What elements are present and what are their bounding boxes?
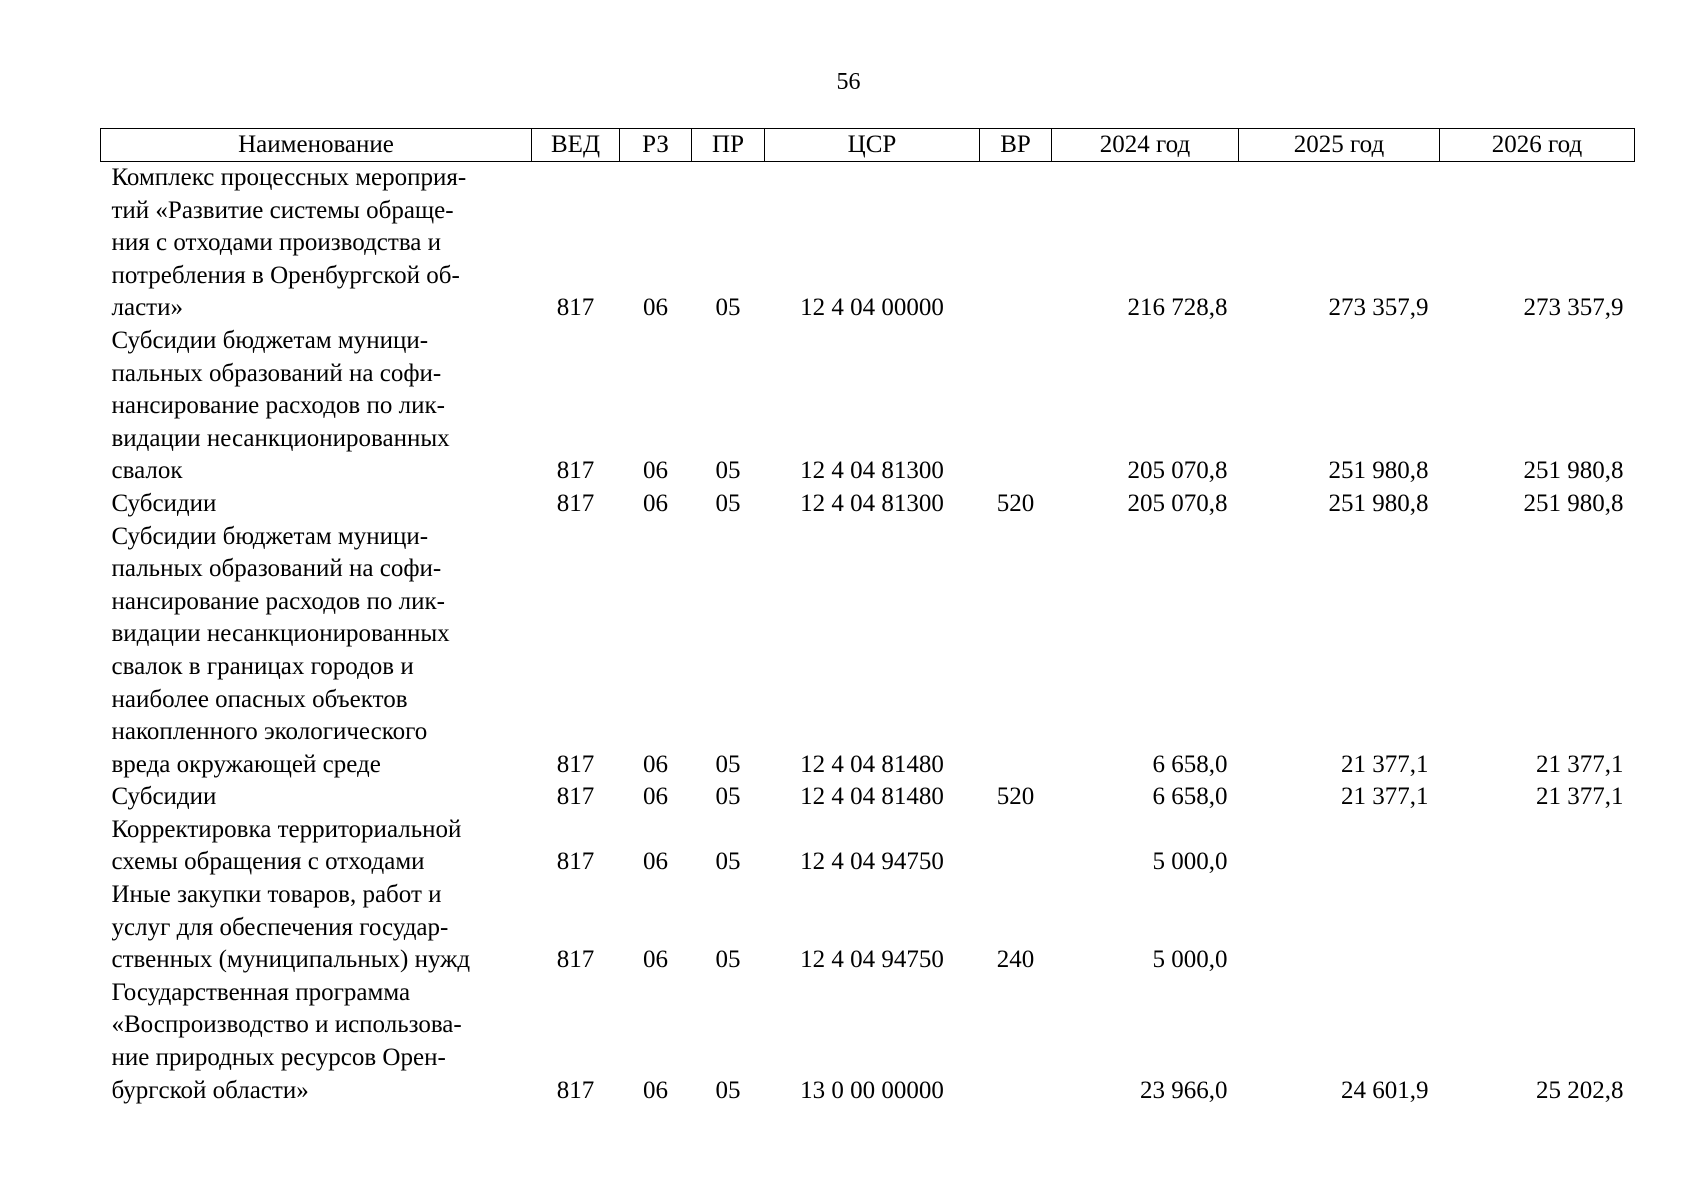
cell-2024: 23 966,0 (1140, 1076, 1228, 1104)
cell-vr (980, 521, 1052, 782)
cell-rz: 06 (643, 489, 668, 517)
cell-pr: 05 (715, 457, 741, 485)
name-line: наиболее опасных объектов (111, 685, 408, 713)
name-line: услуг для обеспечения государ- (111, 913, 449, 941)
name-line: свалок в границах городов и (111, 652, 414, 680)
cell-vr: 240 (996, 946, 1035, 974)
cell-csr: 12 4 04 94750 (800, 848, 944, 876)
name-line: нансирование расходов по лик- (111, 392, 445, 420)
cell-2025: 251 980,8 (1328, 489, 1429, 517)
cell-2026: 273 357,9 (1523, 294, 1624, 322)
cell-ved: 817 (556, 489, 595, 517)
cell-2025: 21 377,1 (1341, 750, 1429, 778)
cell-pr: 05 (715, 750, 741, 778)
cell-2026: 21 377,1 (1536, 783, 1624, 811)
name-line: схемы обращения с отходами (111, 848, 425, 876)
cell-name (101, 488, 532, 521)
cell-rz: 06 (643, 783, 668, 811)
cell-csr: 12 4 04 81480 (800, 750, 944, 778)
header-vr: ВР (980, 129, 1052, 162)
cell-rz: 06 (643, 848, 668, 876)
cell-csr: 13 0 00 00000 (800, 1076, 944, 1104)
cell-ved: 817 (556, 457, 595, 485)
cell-name (101, 162, 532, 325)
table-row (101, 879, 1635, 977)
cell-rz: 06 (643, 750, 668, 778)
cell-2024: 6 658,0 (1152, 750, 1228, 778)
name-line: видации несанкционированных (111, 620, 450, 648)
cell-2024: 5 000,0 (1152, 946, 1228, 974)
cell-2025: 21 377,1 (1341, 783, 1429, 811)
cell-2025: 251 980,8 (1328, 457, 1429, 485)
cell-2024: 6 658,0 (1152, 783, 1228, 811)
cell-csr: 12 4 04 81300 (800, 457, 944, 485)
name-line: «Воспроизводство и использова- (111, 1011, 462, 1039)
table-row (101, 162, 1635, 325)
header-2024: 2024 год (1052, 129, 1239, 162)
cell-2026 (1440, 879, 1635, 977)
name-line: ственных (муниципальных) нужд (111, 946, 471, 974)
name-line: накопленного экологического (111, 718, 428, 746)
header-csr: ЦСР (765, 129, 980, 162)
name-line: Субсидии (111, 783, 217, 811)
cell-2024: 216 728,8 (1127, 294, 1228, 322)
cell-ved: 817 (556, 946, 595, 974)
header-2026: 2026 год (1440, 129, 1635, 162)
cell-csr: 12 4 04 81480 (800, 783, 944, 811)
name-line: пальных образований на софи- (111, 555, 442, 583)
name-line: Субсидии (111, 489, 217, 517)
cell-vr (980, 325, 1052, 488)
cell-name (101, 814, 532, 879)
cell-ved: 817 (556, 750, 595, 778)
cell-name (101, 977, 532, 1107)
cell-2024: 205 070,8 (1127, 489, 1228, 517)
name-line: Субсидии бюджетам муници- (111, 522, 429, 550)
cell-vr: 520 (996, 489, 1035, 517)
cell-pr: 05 (715, 783, 741, 811)
budget-table (100, 128, 1635, 1107)
cell-vr (980, 814, 1052, 879)
cell-ved: 817 (556, 294, 595, 322)
name-line: Иные закупки товаров, работ и (111, 881, 442, 909)
cell-rz: 06 (643, 457, 668, 485)
table-row (101, 488, 1635, 521)
table-row (101, 814, 1635, 879)
cell-2024: 5 000,0 (1152, 848, 1228, 876)
cell-pr: 05 (715, 1076, 741, 1104)
name-line: тий «Развитие системы обраще- (111, 196, 454, 224)
header-2025: 2025 год (1239, 129, 1440, 162)
cell-2025: 24 601,9 (1341, 1076, 1429, 1104)
cell-2025 (1239, 879, 1440, 977)
cell-csr: 12 4 04 94750 (800, 946, 944, 974)
header-pr: ПР (692, 129, 765, 162)
cell-name (101, 879, 532, 977)
table-row (101, 977, 1635, 1107)
cell-2026: 251 980,8 (1523, 457, 1624, 485)
page-number: 56 (836, 69, 861, 95)
table-body (101, 162, 1635, 1108)
table-row (101, 521, 1635, 782)
cell-rz: 06 (643, 294, 668, 322)
cell-pr: 05 (715, 294, 741, 322)
name-line: ласти» (111, 294, 183, 322)
name-line: Государственная программа (111, 978, 411, 1006)
header-ved: ВЕД (532, 129, 620, 162)
cell-csr: 12 4 04 81300 (800, 489, 944, 517)
name-line: потребления в Оренбургской об- (111, 261, 460, 289)
name-line: пальных образований на софи- (111, 359, 442, 387)
name-line: видации несанкционированных (111, 424, 450, 452)
cell-2025: 273 357,9 (1328, 294, 1429, 322)
cell-csr: 12 4 04 00000 (800, 294, 944, 322)
cell-vr (980, 977, 1052, 1107)
cell-ved: 817 (556, 848, 595, 876)
cell-2026: 21 377,1 (1536, 750, 1624, 778)
name-line: Корректировка территориальной (111, 815, 462, 843)
cell-ved: 817 (556, 1076, 595, 1104)
name-line: свалок (111, 457, 183, 485)
table-row (101, 781, 1635, 814)
header-name: Наименование (101, 129, 532, 162)
header-row (101, 129, 1635, 162)
cell-name (101, 781, 532, 814)
cell-vr: 520 (996, 783, 1035, 811)
cell-vr (980, 162, 1052, 325)
name-line: Комплекс процессных мероприя- (111, 164, 467, 191)
cell-2025 (1239, 814, 1440, 879)
cell-2026: 25 202,8 (1536, 1076, 1624, 1104)
name-line: нансирование расходов по лик- (111, 587, 445, 615)
cell-rz: 06 (643, 946, 668, 974)
name-line: вреда окружающей среде (111, 750, 381, 778)
header-rz: РЗ (620, 129, 692, 162)
table-row (101, 325, 1635, 488)
cell-name (101, 325, 532, 488)
cell-ved: 817 (556, 783, 595, 811)
name-line: ние природных ресурсов Орен- (111, 1044, 446, 1072)
name-line: Субсидии бюджетам муници- (111, 326, 429, 354)
cell-pr: 05 (715, 946, 741, 974)
name-line: бургской области» (111, 1076, 309, 1104)
cell-2026 (1440, 814, 1635, 879)
cell-name (101, 521, 532, 782)
cell-2026: 251 980,8 (1523, 489, 1624, 517)
cell-2024: 205 070,8 (1127, 457, 1228, 485)
table-header (101, 129, 1635, 162)
cell-pr: 05 (715, 489, 741, 517)
cell-rz: 06 (643, 1076, 668, 1104)
name-line: ния с отходами производства и (111, 229, 442, 257)
cell-pr: 05 (715, 848, 741, 876)
